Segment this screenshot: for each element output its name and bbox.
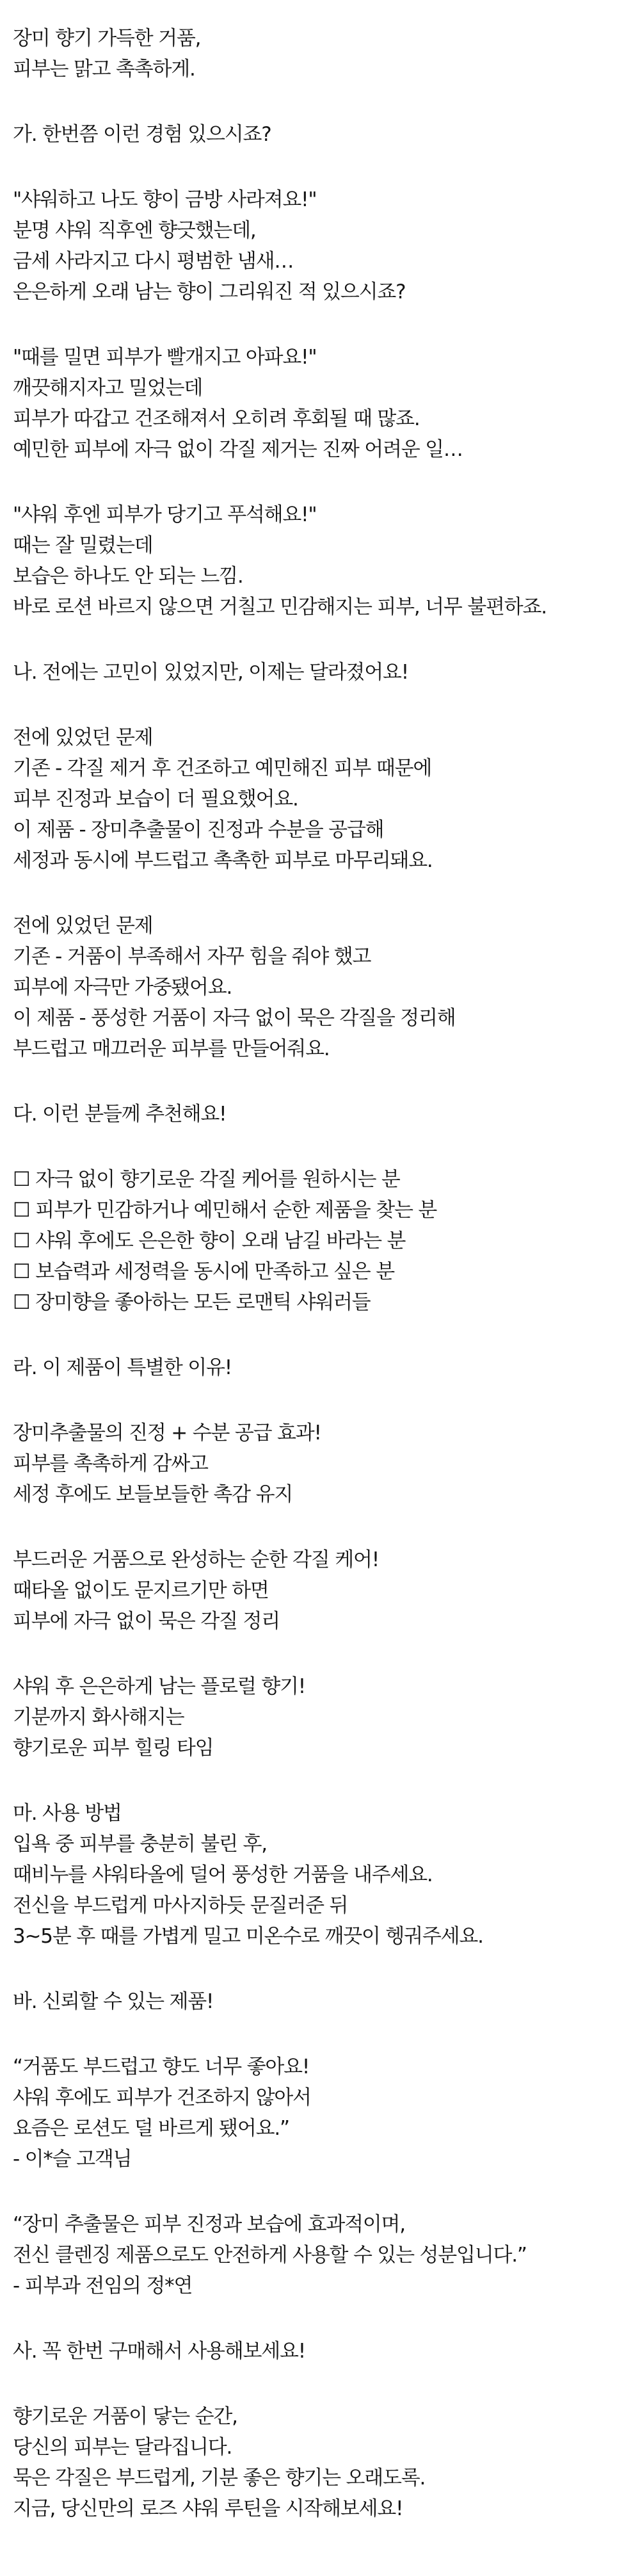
text-line: 바로 로션 바르지 않으면 거칠고 민감해지는 피부, 너무 불편하죠. xyxy=(13,595,547,619)
text-block xyxy=(13,1352,627,1383)
text-line: ☐ 피부가 민감하거나 예민해서 순한 제품을 찾는 분 xyxy=(13,1199,437,1222)
text-line: "샤워 후엔 피부가 당기고 푸석해요!" xyxy=(13,503,317,526)
text-line: 세정과 동시에 부드럽고 촉촉한 피부로 마무리돼요. xyxy=(13,849,433,872)
text-line: 깨끗해지자고 밀었는데 xyxy=(13,377,203,400)
text-line: 때는 잘 밀렸는데 xyxy=(13,534,153,557)
text-line: 때비누를 샤워타올에 덜어 풍성한 거품을 내주세요. xyxy=(13,1863,433,1886)
text-line: 피부에 자극만 가중됐어요. xyxy=(13,976,232,999)
text-line: 피부는 맑고 촉촉하게. xyxy=(13,58,195,81)
text-block xyxy=(13,2401,627,2524)
text-block xyxy=(13,499,627,622)
text-line: 기존 - 각질 제거 후 건조하고 예민해진 피부 때문에 xyxy=(13,757,432,780)
text-line: 세정 후에도 보들보들한 촉감 유지 xyxy=(13,1483,293,1506)
text-line: ☐ 보습력과 세정력을 동시에 만족하고 싶은 분 xyxy=(13,1260,394,1283)
text-line: 기존 - 거품이 부족해서 자꾸 힘을 줘야 했고 xyxy=(13,945,371,968)
text-line: "때를 밀면 피부가 빨개지고 아파요!" xyxy=(13,346,317,369)
text-line: 전신 클렌징 제품으로도 안전하게 사용할 수 있는 성분입니다.” xyxy=(13,2244,527,2267)
text-line: 당신의 피부는 달라집니다. xyxy=(13,2436,232,2459)
text-line: 향기로운 피부 힐링 타임 xyxy=(13,1737,214,1760)
text-line: 예민한 피부에 자극 없이 각질 제거는 진짜 어려운 일… xyxy=(13,438,463,461)
text-block xyxy=(13,1164,627,1318)
text-line: 부드러운 거품으로 완성하는 순한 각질 케어! xyxy=(13,1548,379,1571)
text-line: 때타올 없이도 문지르기만 하면 xyxy=(13,1579,269,1602)
text-line: 금세 사라지고 다시 평범한 냄새… xyxy=(13,250,294,273)
text-block xyxy=(13,911,627,1064)
text-block xyxy=(13,1099,627,1130)
text-block xyxy=(13,119,627,150)
text-line: 3~5분 후 때를 가볍게 밀고 미온수로 깨끗이 헹궈주세요. xyxy=(13,1925,483,1948)
text-line: - 피부과 전임의 정*연 xyxy=(13,2274,193,2297)
text-line: 피부가 따갑고 건조해져서 오히려 후회될 때 많죠. xyxy=(13,407,420,430)
text-line: 사. 꼭 한번 구매해서 사용해보세요! xyxy=(13,2340,305,2363)
text-line: 요즘은 로션도 덜 바르게 됐어요.” xyxy=(13,2117,289,2140)
text-line: 장미추출물의 진정 + 수분 공급 효과! xyxy=(13,1422,321,1445)
text-line: ☐ 샤워 후에도 은은한 향이 오래 남길 바라는 분 xyxy=(13,1229,406,1252)
text-line: 라. 이 제품이 특별한 이유! xyxy=(13,1356,232,1379)
text-line: 마. 사용 방법 xyxy=(13,1802,122,1825)
text-line: “장미 추출물은 피부 진정과 보습에 효과적이며, xyxy=(13,2213,405,2236)
text-block xyxy=(13,1544,627,1637)
text-line: 이 제품 - 장미추출물이 진정과 수분을 공급해 xyxy=(13,818,384,841)
text-block xyxy=(13,1986,627,2017)
text-block xyxy=(13,23,627,85)
text-line: 부드럽고 매끄러운 피부를 만들어줘요. xyxy=(13,1037,330,1060)
text-block xyxy=(13,342,627,465)
text-line: 전에 있었던 문제 xyxy=(13,914,153,937)
text-block xyxy=(13,184,627,307)
text-line: 묵은 각질은 부드럽게, 기분 좋은 향기는 오래도록. xyxy=(13,2467,426,2490)
text-line: 바. 신뢰할 수 있는 제품! xyxy=(13,1990,214,2013)
text-block xyxy=(13,1418,627,1510)
text-line: ☐ 자극 없이 향기로운 각질 케어를 원하시는 분 xyxy=(13,1168,400,1191)
text-line: 입욕 중 피부를 충분히 불린 후, xyxy=(13,1833,267,1856)
text-line: 지금, 당신만의 로즈 샤워 루틴을 시작해보세요! xyxy=(13,2497,403,2520)
text-line: 분명 샤워 직후엔 향긋했는데, xyxy=(13,219,256,242)
text-block xyxy=(13,722,627,876)
text-line: 샤워 후 은은하게 남는 플로럴 향기! xyxy=(13,1675,305,1698)
text-line: 기분까지 화사해지는 xyxy=(13,1706,184,1729)
text-line: 가. 한번쯤 이런 경험 있으시죠? xyxy=(13,123,271,146)
text-block xyxy=(13,2209,627,2301)
text-line: 피부에 자극 없이 묵은 각질 정리 xyxy=(13,1610,280,1633)
text-block xyxy=(13,2052,627,2175)
text-line: 이 제품 - 풍성한 거품이 자극 없이 묵은 각질을 정리해 xyxy=(13,1007,456,1030)
text-line: 은은하게 오래 남는 향이 그리워진 적 있으시죠? xyxy=(13,280,406,304)
text-line: 피부를 촉촉하게 감싸고 xyxy=(13,1452,208,1475)
text-line: 전에 있었던 문제 xyxy=(13,726,153,749)
text-line: 샤워 후에도 피부가 건조하지 않아서 xyxy=(13,2086,311,2109)
text-line: 전신을 부드럽게 마사지하듯 문질러준 뒤 xyxy=(13,1894,348,1917)
text-line: 나. 전에는 고민이 있었지만, 이제는 달라졌어요! xyxy=(13,661,408,684)
text-line: 보습은 하나도 안 되는 느낌. xyxy=(13,565,243,588)
text-block xyxy=(13,657,627,688)
text-block xyxy=(13,2336,627,2367)
text-block xyxy=(13,1798,627,1952)
text-line: 피부 진정과 보습이 더 필요했어요. xyxy=(13,788,298,811)
text-line: 향기로운 거품이 닿는 순간, xyxy=(13,2405,237,2428)
text-line: 다. 이런 분들께 추천해요! xyxy=(13,1103,227,1126)
text-block xyxy=(13,1671,627,1763)
text-line: 장미 향기 가득한 거품, xyxy=(13,27,201,50)
text-line: “거품도 부드럽고 향도 너무 좋아요! xyxy=(13,2055,310,2078)
text-line: "샤워하고 나도 향이 금방 사라져요!" xyxy=(13,188,317,211)
text-line: ☐ 장미향을 좋아하는 모든 로맨틱 샤워러들 xyxy=(13,1291,371,1314)
text-line: - 이*슬 고객님 xyxy=(13,2148,132,2171)
